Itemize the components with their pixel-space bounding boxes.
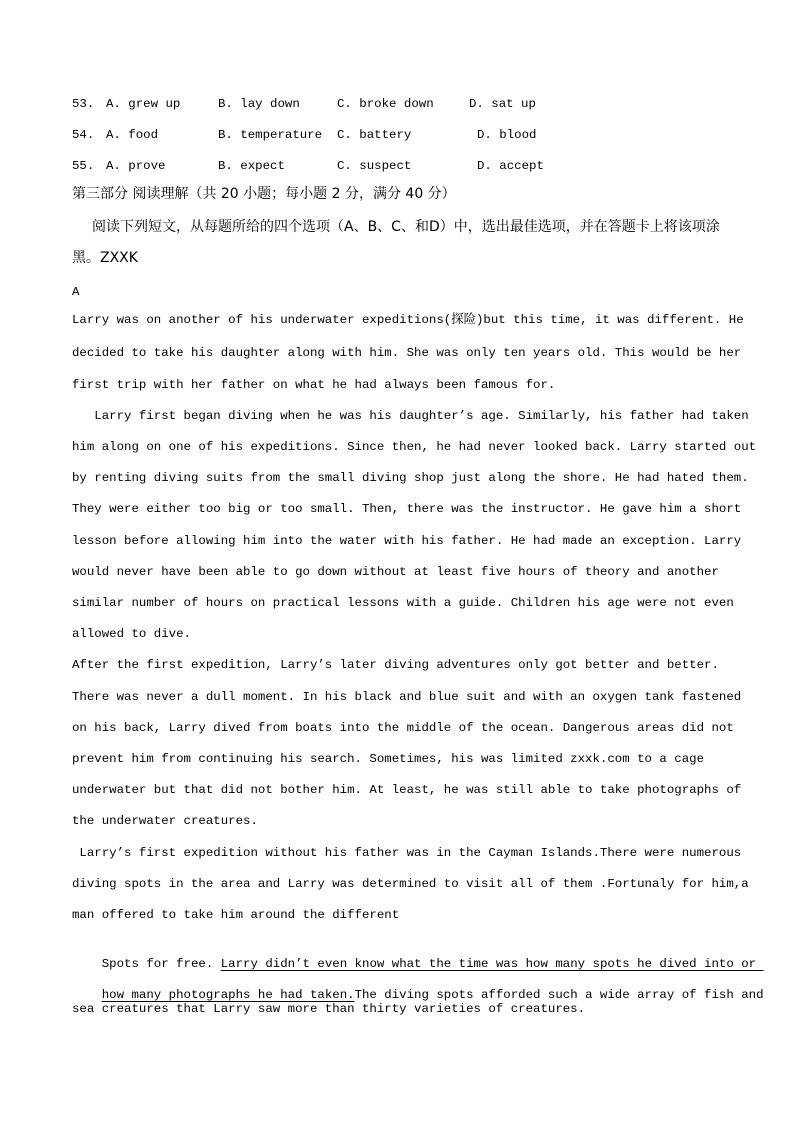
section-heading: 第三部分 阅读理解（共 20 小题；每小题 2 分，满分 40 分） bbox=[72, 186, 456, 202]
passage-line: Larry first began diving when he was his daughter’s age. Similarly, his father had taken bbox=[72, 409, 749, 423]
underlined-sentence-part2: how many photographs he had taken. bbox=[101, 988, 355, 1002]
option-c: C. broke down bbox=[337, 97, 434, 111]
option-c: C. battery bbox=[337, 128, 412, 142]
passage-line: diving spots in the area and Larry was determined to visit all of them .Fortunaly for him,a bbox=[72, 877, 749, 891]
passage-line: by renting diving suits from the small diving shop just along the shore. He had hated them. bbox=[72, 471, 749, 485]
question-54-row bbox=[72, 126, 537, 144]
passage-line: first trip with her father on what he had always been famous for. bbox=[72, 378, 556, 392]
passage-line: the underwater creatures. bbox=[72, 814, 258, 828]
question-number: 53. bbox=[72, 97, 95, 111]
option-a: A. food bbox=[106, 128, 159, 142]
passage-line: lesson before allowing him into the water with his father. He had made an exception. Larry bbox=[72, 534, 742, 548]
passage-line: underwater but that did not bother him. At least, he was still able to take photographs of bbox=[72, 783, 742, 797]
passage-line: Larry’s first expedition without his father was in the Cayman Islands.There were numerous bbox=[72, 846, 742, 860]
section-instruction-line1: 阅读下列短文，从每题所给的四个选项（A、B、C、和D）中，选出最佳选项，并在答题卡上将该项涂 bbox=[92, 219, 720, 235]
option-b: B. lay down bbox=[218, 97, 300, 111]
passage-line: allowed to dive. bbox=[72, 627, 191, 641]
passage-photographs-line bbox=[72, 968, 764, 1002]
option-b: B. temperature bbox=[218, 128, 323, 142]
passage-last-line: sea creatures that Larry saw more than thirty varieties of creatures. bbox=[72, 1002, 586, 1016]
option-a: A. grew up bbox=[106, 97, 181, 111]
section-instruction-line2: 黑。ZXXK bbox=[72, 250, 138, 266]
question-55-row bbox=[72, 157, 544, 175]
option-b: B. expect bbox=[218, 159, 285, 173]
underlined-sentence-part1: Larry didn’t even know what the time was how many spots he dived into or bbox=[220, 957, 764, 971]
passage-line: Larry was on another of his underwater expeditions(探险)but this time, it was different. He bbox=[72, 313, 744, 327]
passage-line: similar number of hours on practical lessons with a guide. Children his age were not even bbox=[72, 596, 734, 610]
passage-spots-line bbox=[72, 937, 764, 971]
line-rest: The diving spots afforded such a wide array of fish and bbox=[354, 988, 764, 1002]
passage-line: They were either too big or too small. Then, there was the instructor. He gave him a short bbox=[72, 502, 742, 516]
passage-line: would never have been able to go down without at least five hours of theory and another bbox=[72, 565, 719, 579]
passage-line: After the first expedition, Larry’s later diving adventures only got better and better. bbox=[72, 658, 719, 672]
passage-line: him along on one of his expeditions. Since then, he had never looked back. Larry started out bbox=[72, 440, 757, 454]
option-d: D. sat up bbox=[469, 97, 536, 111]
spots-prefix: Spots for free. bbox=[101, 957, 221, 971]
passage-line: man offered to take him around the different bbox=[72, 908, 400, 922]
passage-line: decided to take his daughter along with him. She was only ten years old. This would be her bbox=[72, 346, 742, 360]
passage-line: There was never a dull moment. In his black and blue suit and with an oxygen tank fastened bbox=[72, 690, 742, 704]
option-a: A. prove bbox=[106, 159, 166, 173]
passage-line: prevent him from continuing his search. Sometimes, his was limited zxxk.com to a cage bbox=[72, 752, 705, 766]
option-d: D. blood bbox=[477, 128, 537, 142]
question-53-row bbox=[72, 95, 536, 113]
question-number: 55. bbox=[72, 159, 95, 173]
option-c: C. suspect bbox=[337, 159, 412, 173]
passage-line: on his back, Larry dived from boats into the middle of the ocean. Dangerous areas did not bbox=[72, 721, 734, 735]
passage-label: A bbox=[72, 285, 80, 299]
question-number: 54. bbox=[72, 128, 95, 142]
option-d: D. accept bbox=[477, 159, 544, 173]
